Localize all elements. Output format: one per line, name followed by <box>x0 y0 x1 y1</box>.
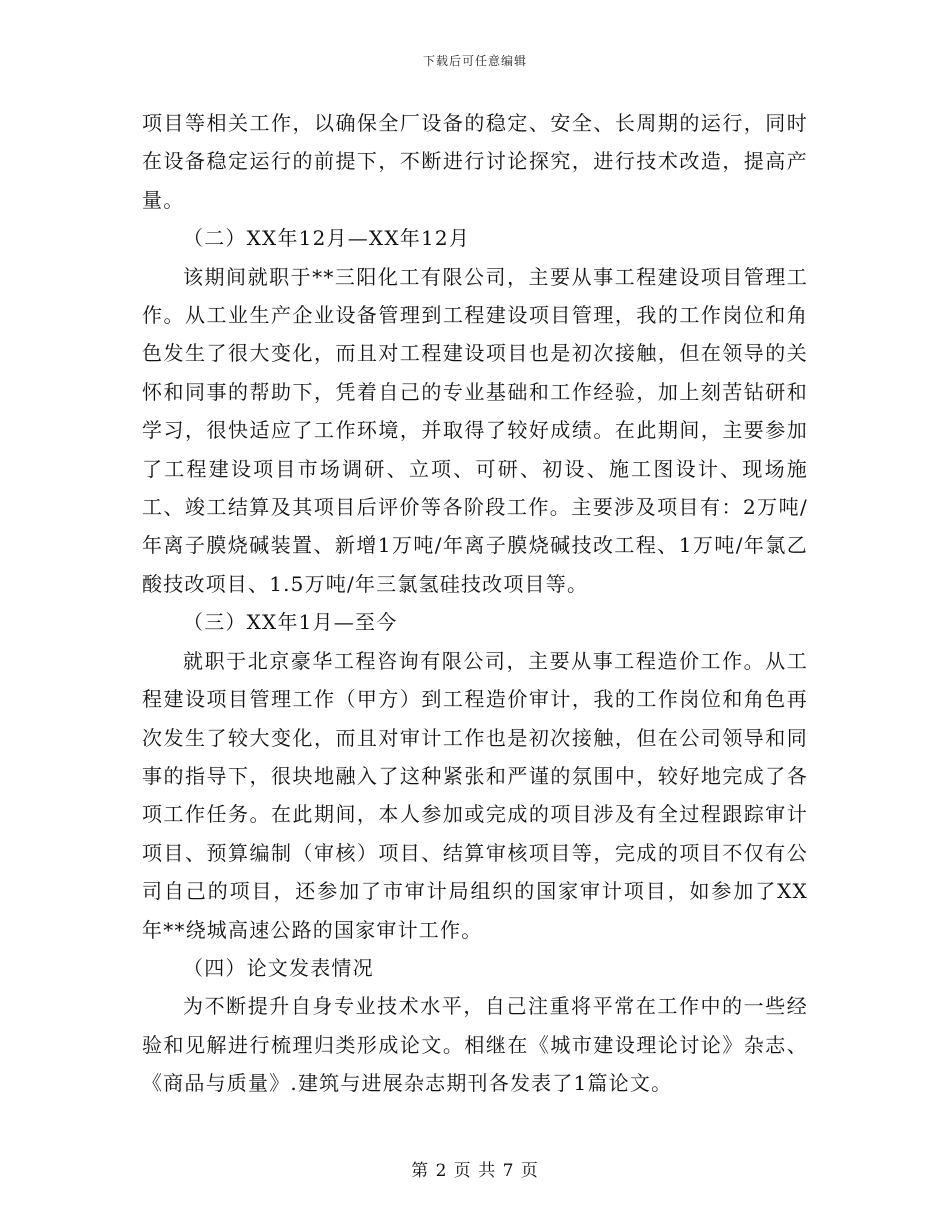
document-body <box>142 104 808 1103</box>
paragraph-section-2: 该期间就职于**三阳化工有限公司，主要从事工程建设项目管理工作。从工业生产企业设备管理到工程建设项目管理，我的工作岗位和角色发生了很大变化，而且对工程建设项目也是初次接触，但在领导的关怀和同事的帮助下，凭着自己的专业基础和工作经验，加上刻苦钻研和学习，很快适应了工作环境，并取得了较好成绩。在此期间，主要参加了工程建设项目市场调研、立项、可研、初设、施工图设计、现场施工、竣工结算及其项目后评价等各阶段工作。主要涉及项目有：2万吨/年离子膜烧碱装置、新增1万吨/年离子膜烧碱技改工程、1万吨/年氯乙酸技改项目、1.5万吨/年三氯氢硅技改项目等。 <box>142 264 808 596</box>
section-heading-3: （三）XX年1月—至今 <box>183 610 398 635</box>
paragraph-continuation: 项目等相关工作，以确保全厂设备的稳定、安全、长周期的运行，同时在设备稳定运行的前提下，不断进行讨论探究，进行技术改造，提高产量。 <box>142 111 808 212</box>
paragraph-section-4: 为不断提升自身专业技术水平，自己注重将平常在工作中的一些经验和见解进行梳理归类形成论文。相继在《城市建设理论讨论》杂志、《商品与质量》.建筑与进展杂志期刊各发表了1篇论文。 <box>142 994 808 1096</box>
section-heading-4: （四）论文发表情况 <box>183 955 374 980</box>
paragraph-section-3: 就职于北京豪华工程咨询有限公司，主要从事工程造价工作。从工程建设项目管理工作（甲方）到工程造价审计，我的工作岗位和角色再次发生了较大变化，而且对审计工作也是初次接触，但在公司领导和同事的指导下，很块地融入了这种紧张和严谨的氛围中，较好地完成了各项工作任务。在此期间，本人参加或完成的项目涉及有全过程跟踪审计项目、预算编制（审核）项目、结算审核项目等，完成的项目不仅有公司自己的项目，还参加了市审计局组织的国家审计项目，如参加了XX年**绕城高速公路的国家审计工作。 <box>142 648 808 942</box>
header-note: 下载后可任意编辑 <box>422 54 527 68</box>
page-number: 第 2 页 共 7 页 <box>411 1161 539 1181</box>
section-heading-2: （二）XX年12月—XX年12月 <box>183 226 471 251</box>
